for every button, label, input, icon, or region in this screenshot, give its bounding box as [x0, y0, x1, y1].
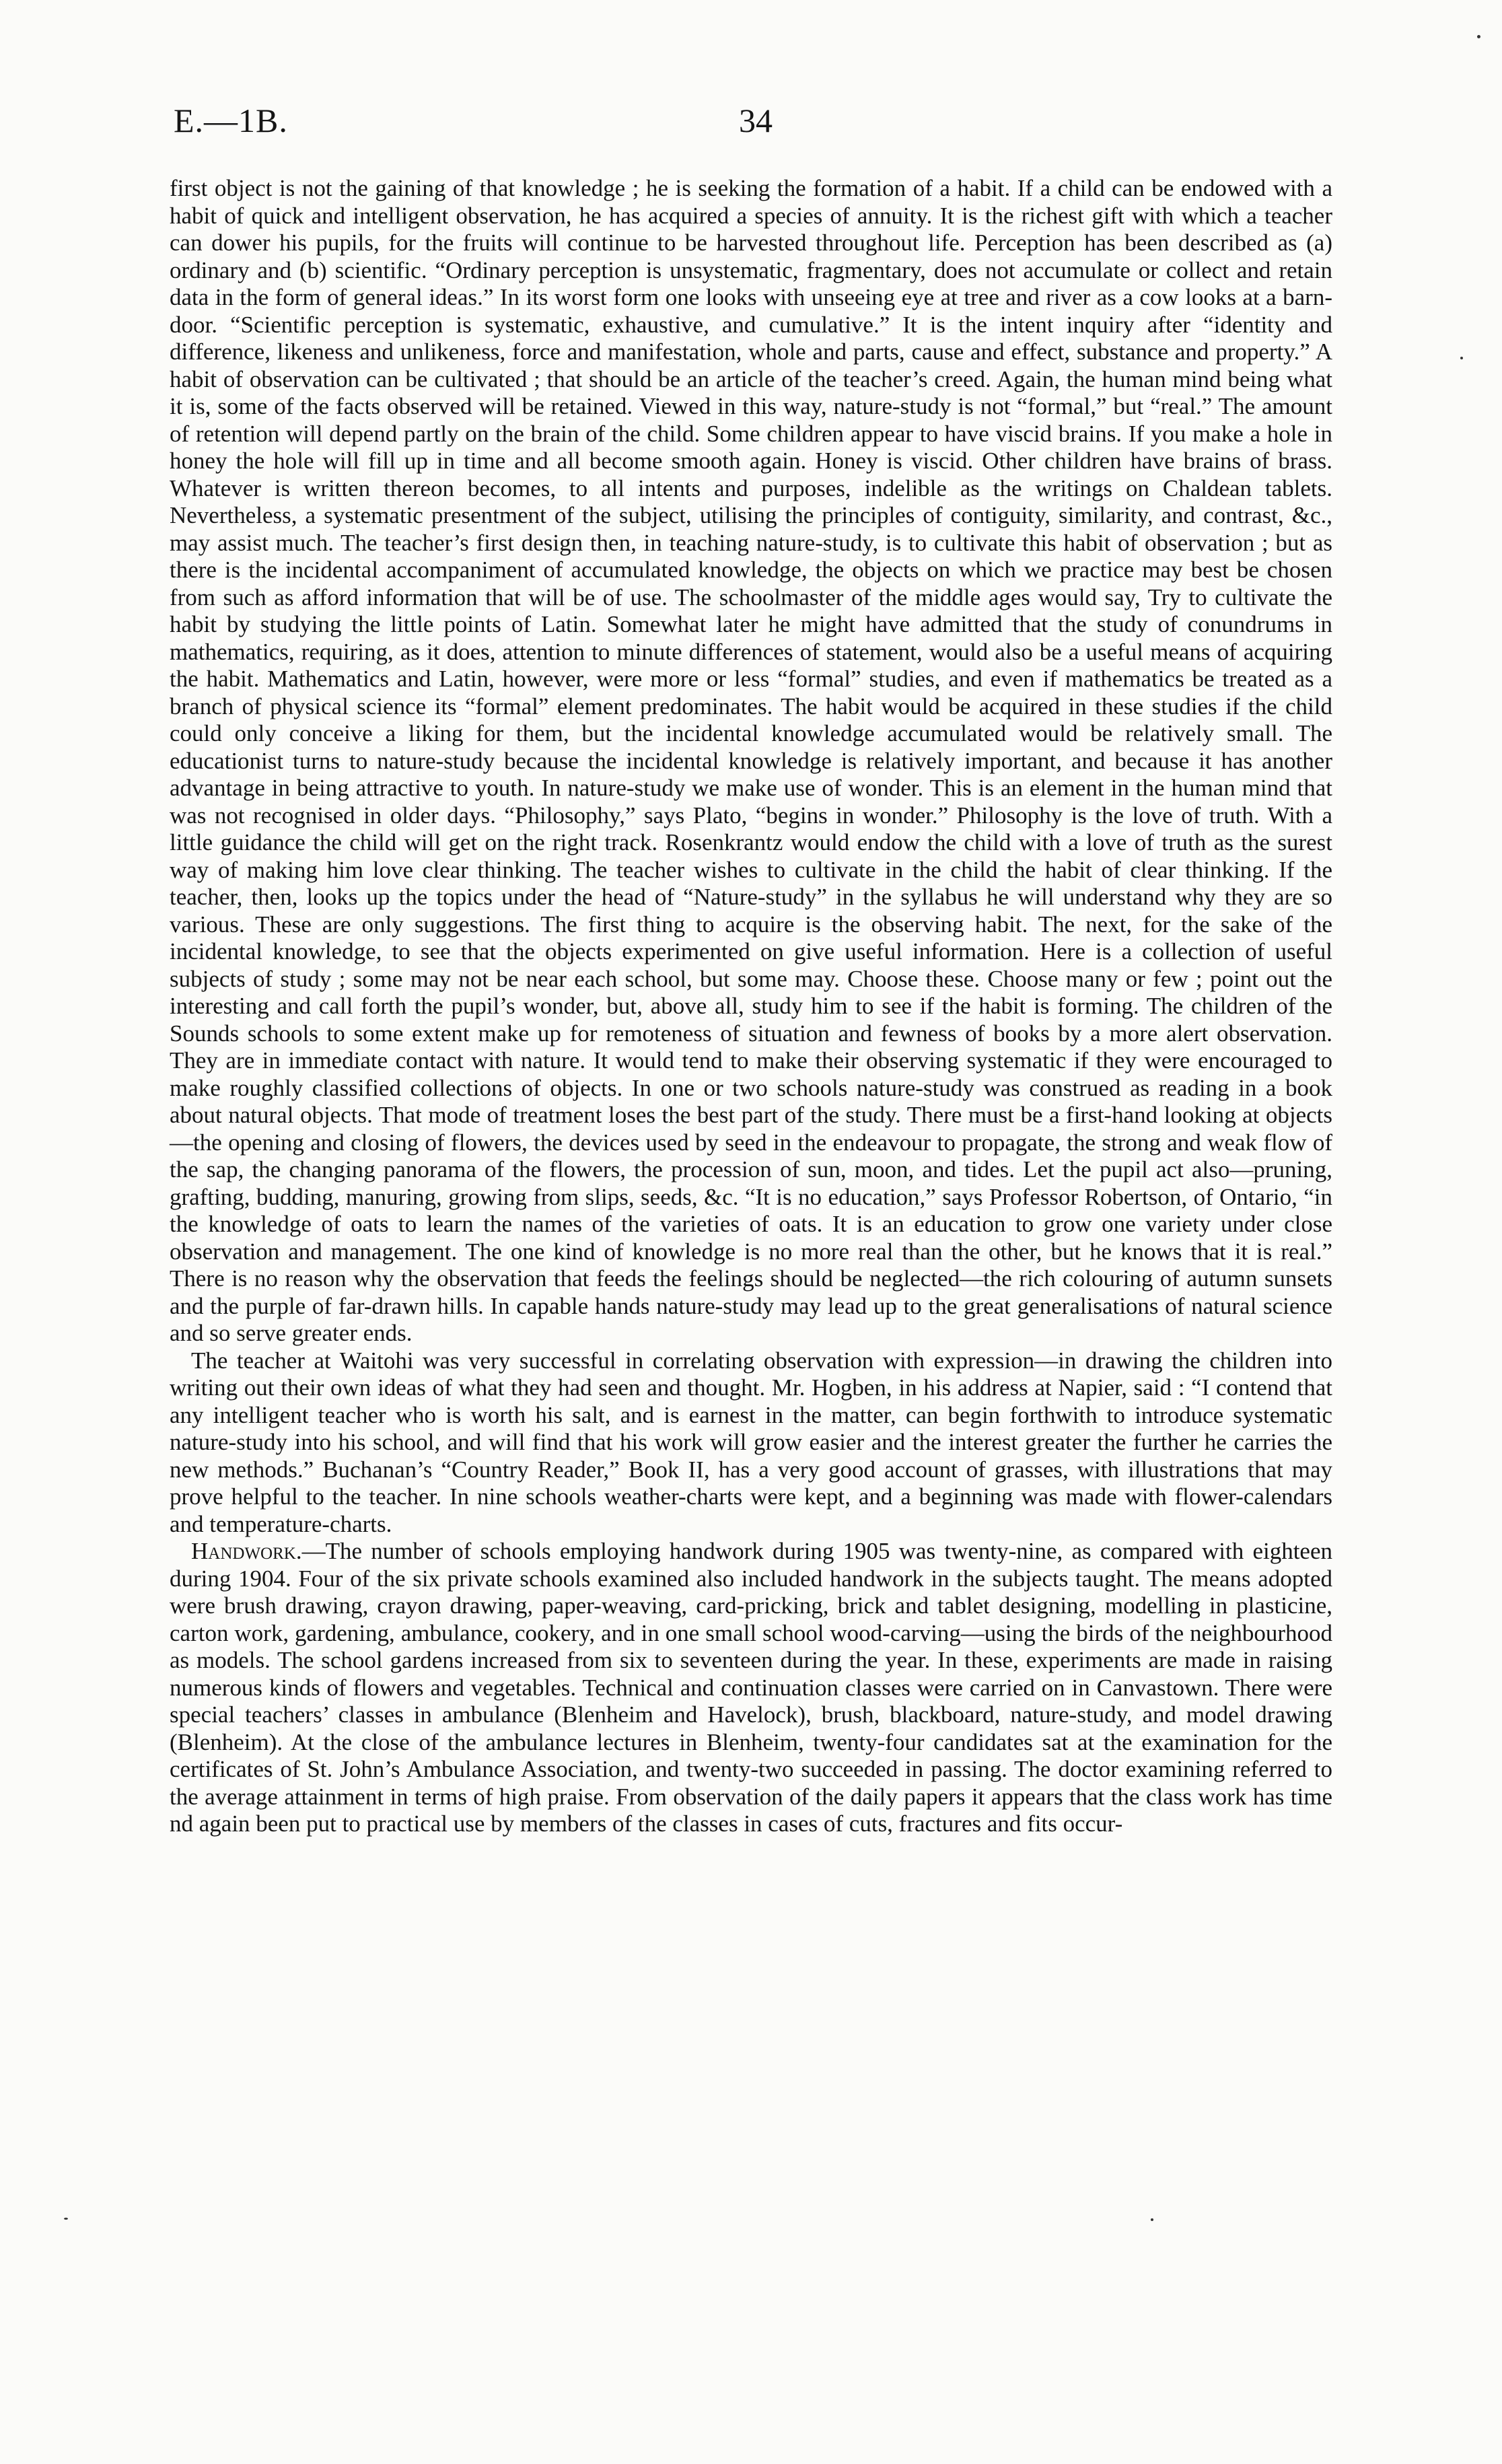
scan-speck — [1460, 357, 1463, 359]
scan-speck — [64, 2218, 68, 2220]
section-heading-handwork: Handwork. — [191, 1538, 302, 1564]
paragraph-text: first object is not the gaining of that knowledge ; he is seeking the formation of a habit. If a child can be endowed with a habit of quick and intelligent observation, he has acquired a species of annuity. It is the richest gift with which a teacher can dower his pupils, for the fruits will continue to be harvested throughout life. Perception has been described as (a) ordinary and (b) scientific. “Ordinary perception is unsystematic, fragmentary, does not accumulate or collect and retain data in the form of general ideas.” In its worst form one looks with unseeing eye at tree and river as a cow looks at a barn-door. “Scientific perception is systematic, exhaustive, and cumulative.” It is the intent inquiry after “identity and difference, likeness and unlikeness, force and manifestation, whole and parts, cause and effect, substance and property.” A habit of observation can be cultivated ; that should be an article of the teacher’s creed. Again, the human mind being what it is, some of the facts observed will be retained. Viewed in this way, nature-study is not “formal,” but “real.” The amount of retention will depend partly on the brain of the child. Some children appear to have viscid brains. If you make a hole in honey the hole will fill up in time and all become smooth again. Honey is viscid. Other children have brains of brass. Whatever is written thereon becomes, to all intents and purposes, indelible as the writings on Chaldean tablets. Nevertheless, a systematic presentment of the subject, utilising the principles of contiguity, similarity, and contrast, &c., may assist much. The teacher’s first design then, in teaching nature-study, is to cultivate this habit of observation ; but as there is the incidental accompaniment of accumulated knowledge, the objects on which we practice may best be chosen from such as afford information that will be of use. The schoolmaster of the middle ages would say, Try to cultivate the habit by studying the little points of Latin. Somewhat later he might have admitted that the study of conundrums in mathematics, requiring, as it does, attention to minute differences of statement, would also be a useful means of acquiring the habit. Mathematics and Latin, however, were more or less “formal” studies, and even if mathematics be treated as a branch of physical science its “formal” element predominates. The habit would be acquired in these studies if the child could only conceive a liking for them, but the incidental knowledge accumulated would be relatively small. The educationist turns to nature-study because the incidental knowledge is relatively important, and because it has another advantage in being attractive to youth. In nature-study we make use of wonder. This is an element in the human mind that was not recognised in older days. “Philosophy,” says Plato, “begins in wonder.” Philosophy is the love of truth. With a little guidance the child will get on the right track. Rosenkrantz would endow the child with a love of truth as the surest way of making him love clear thinking. The teacher wishes to cultivate in the child the habit of clear thinking. If the teacher, then, looks up the topics under the head of “Nature-study” in the syllabus he will understand why they are so various. These are only suggestions. The first thing to acquire is the observing habit. The next, for the sake of the incidental knowledge, to see that the objects experimented on give useful information. Here is a collection of useful subjects of study ; some may not be near each school, but some may. Choose these. Choose many or few ; point out the interesting and call forth the pupil’s wonder, but, above all, study him to see if the habit is forming. The children of the Sounds schools to some extent make up for remoteness of situation and fewness of books by a more alert observation. They are in immediate contact with nature. It would tend to make their observing systematic if they were encouraged to make roughly classified collections of objects. In one or two schools nature-study was construed as reading in a book about natural objects. That mode of treatment loses the best part of the study. There must be a first-hand looking at objects—the opening and closing of flowers, the devices used by seed in the endeavour to propagate, the strong and weak flow of the sap, the changing panorama of the flowers, the procession of sun, moon, and tides. Let the pupil act also—pruning, grafting, budding, manuring, growing from slips, seeds, &c. “It is no education,” says Professor Robertson, of Ontario, “in the knowledge of oats to learn the names of the varieties of oats. It is an education to grow one variety under close observation and management. The one kind of knowledge is no more real than the other, but he knows that it is real.” There is no reason why the observation that feeds the feelings should be neglected—the rich colouring of autumn sunsets and the purple of far-drawn hills. In capable hands nature-study may lead up to the great generalisations of natural science and so serve greater ends. — [170, 175, 1332, 1346]
body-text — [170, 175, 1332, 1838]
paragraph-nature-study — [170, 175, 1332, 1347]
page-number: 34 — [739, 102, 773, 139]
scan-speck — [1477, 35, 1480, 38]
scan-speck — [1151, 2218, 1153, 2221]
report-reference: E.—1B. — [174, 102, 288, 139]
paragraph-text: The teacher at Waitohi was very successful in correlating observation with expression—in drawing the children into writing out their own ideas of what they had seen and thought. Mr. Hogben, in his address at Napier, said : “I contend that any intelligent teacher who is worth his salt, and is earnest in the matter, can begin forthwith to introduce systematic nature-study into his school, and will find that his work will grow easier and the interest greater the further he carries the new methods.” Buchanan’s “Country Reader,” Book II, has a very good account of grasses, with illustrations that may prove helpful to the teacher. In nine schools weather-charts were kept, and a beginning was made with flower-calendars and temperature-charts. — [170, 1347, 1332, 1537]
paragraph-waitohi — [170, 1347, 1332, 1539]
paragraph-handwork — [170, 1538, 1332, 1838]
paragraph-text: —The number of schools employing handwork during 1905 was twenty-nine, as compared with eighteen during 1904. Four of the six private schools examined also included handwork in the subjects taught. The means adopted were brush drawing, crayon drawing, paper-weaving, card-pricking, brick and tablet designing, modelling in plasticine, carton work, gardening, ambulance, cookery, and in one small school wood-carving—using the birds of the neighbourhood as models. The school gardens increased from six to seventeen during the year. In these, experiments are made in raising numerous kinds of flowers and vegetables. Technical and continuation classes were carried on in Canvastown. There were special teachers’ classes in ambulance (Blenheim and Havelock), brush, blackboard, nature-study, and model drawing (Blenheim). At the close of the ambulance lectures in Blenheim, twenty-four candidates sat at the examination for the certificates of St. John’s Ambulance Association, and twenty-two succeeded in passing. The doctor examining referred to the average attainment in terms of high praise. From observation of the daily papers it appears that the class work has time nd again been put to practical use by members of the classes in cases of cuts, fractures and fits occur- — [170, 1538, 1332, 1837]
page-header — [174, 101, 1328, 148]
